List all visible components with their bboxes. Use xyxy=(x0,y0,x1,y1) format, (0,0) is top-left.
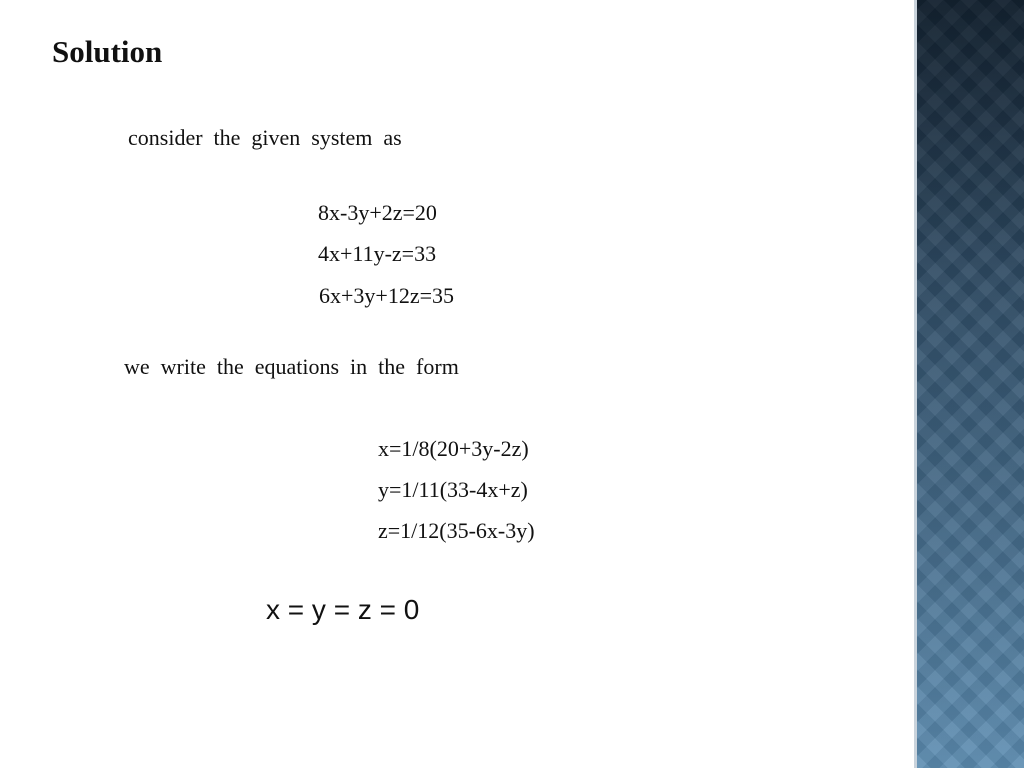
rewrite-text: we write the equations in the form xyxy=(124,354,459,379)
rearranged-equation-y: y=1/11(33-4x+z) xyxy=(378,477,528,502)
decorative-side-band xyxy=(914,0,1024,768)
intro-text: consider the given system as xyxy=(128,125,402,150)
equation-1: 8x-3y+2z=20 xyxy=(318,200,437,225)
rearranged-equation-x: x=1/8(20+3y-2z) xyxy=(378,436,529,461)
slide-title: Solution xyxy=(52,34,163,69)
equation-2: 4x+11y-z=33 xyxy=(318,241,437,266)
initial-values: x = y = z = 0 xyxy=(266,594,420,625)
rearranged-equation-z: z=1/12(35-6x-3y) xyxy=(378,518,535,543)
equation-3: 6x+3y+12z=35 xyxy=(319,283,454,308)
